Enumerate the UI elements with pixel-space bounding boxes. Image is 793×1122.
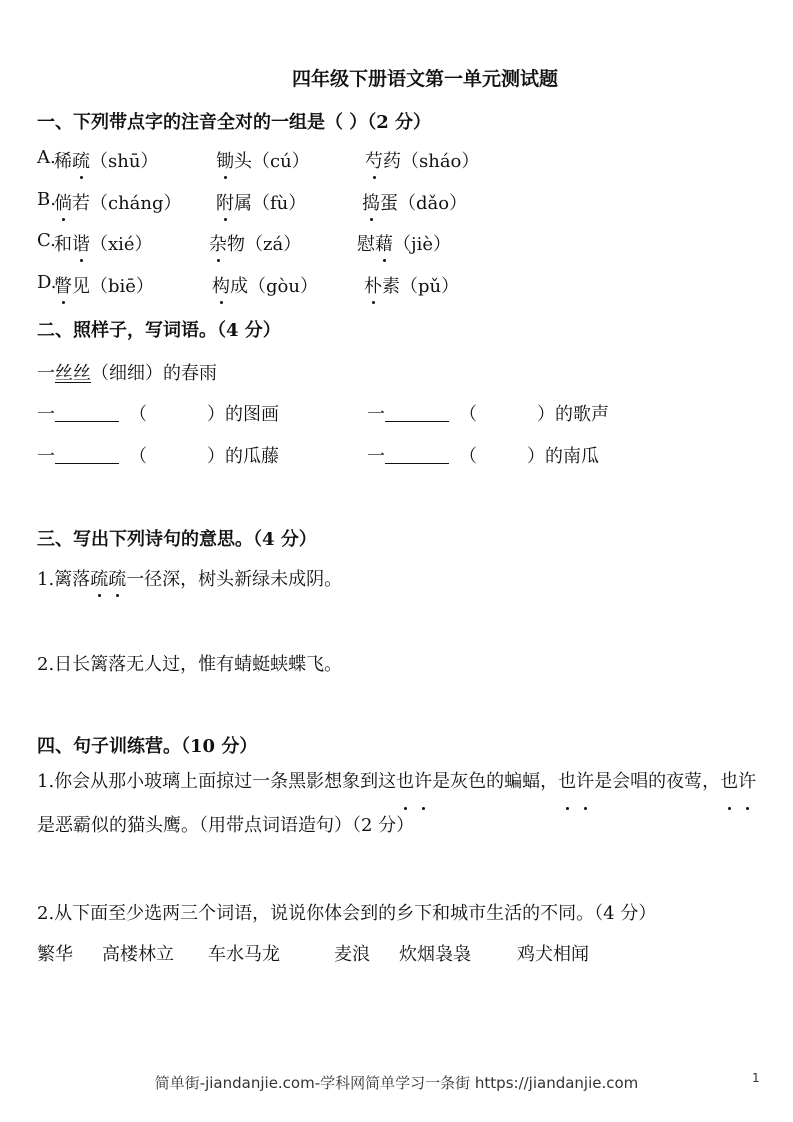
word-choice-3: 车水马龙 — [208, 944, 280, 965]
word-choice-4: 麦浪 — [334, 944, 370, 965]
section-3-heading: 三、写出下列诗句的意思。（4 分） — [37, 529, 317, 550]
section-4-heading: 四、句子训练营。（10 分） — [37, 736, 258, 757]
option-c-word-1: 和谐（xié） — [54, 230, 153, 256]
sentence-question-1: 1.你会从那小玻璃上面掠过一条黑影想象到这也许是灰色的蝙蝠，也许是会唱的夜莺，也许是恶霸似的猫头鹰。（用带点词语造句）（2 分） — [37, 760, 759, 848]
blank-input[interactable] — [385, 403, 449, 422]
option-b-word-2: 附属（fù） — [216, 189, 306, 215]
fill-item-3: 一 （ ）的瓜藤 — [37, 446, 279, 467]
fill-item-2: 一 （ ）的歌声 — [367, 404, 609, 425]
blank-input[interactable] — [55, 403, 119, 422]
fill-item-1: 一 （ ）的图画 — [37, 404, 279, 425]
option-c-word-3: 慰藉（jiè） — [357, 230, 451, 256]
option-a-word-2: 锄头（cú） — [216, 147, 310, 173]
option-b-word-3: 捣蛋（dǎo） — [362, 189, 467, 215]
page-title: 四年级下册语文第一单元测试题 — [292, 68, 559, 90]
option-d-word-1: 瞥见（biē） — [54, 272, 154, 298]
blank-input[interactable] — [385, 445, 449, 464]
blank-input[interactable] — [55, 445, 119, 464]
poem-line-1: 1.篱落疏疏一径深，树头新绿未成阴。 — [37, 565, 342, 591]
option-a-word-1: 稀疏（shū） — [54, 147, 158, 173]
poem-line-2: 2.日长篱落无人过，惟有蜻蜓蛱蝶飞。 — [37, 654, 343, 675]
option-d-word-2: 构成（gòu） — [212, 272, 318, 298]
page-number: 1 — [752, 1071, 760, 1085]
example-phrase: 一丝丝（细细）的春雨 — [37, 363, 217, 384]
option-c-word-2: 杂物（zá） — [209, 230, 301, 256]
option-b-word-1: 倘若（cháng） — [54, 189, 182, 215]
option-d-label: D. — [37, 272, 57, 293]
word-choice-2: 高楼林立 — [102, 944, 174, 965]
footer-watermark: 简单街-jiandanjie.com-学科网简单学习一条街 https://jiandanjie.com — [154, 1074, 639, 1092]
option-a-label: A. — [37, 147, 56, 168]
section-2-heading: 二、照样子，写词语。（4 分） — [37, 320, 281, 341]
option-a-word-3: 芍药（sháo） — [365, 147, 479, 173]
section-1-heading: 一、下列带点字的注音全对的一组是（ ）（2 分） — [37, 112, 432, 133]
sentence-question-2: 2.从下面至少选两三个词语，说说你体会到的乡下和城市生活的不同。（4 分） — [37, 903, 657, 924]
option-b-label: B. — [37, 189, 56, 210]
fill-item-4: 一 （ ）的南瓜 — [367, 446, 599, 467]
word-choice-1: 繁华 — [37, 944, 73, 965]
option-c-label: C. — [37, 230, 56, 251]
option-d-word-3: 朴素（pǔ） — [364, 272, 459, 298]
word-choice-6: 鸡犬相闻 — [517, 944, 589, 965]
word-choice-5: 炊烟袅袅 — [399, 944, 471, 965]
